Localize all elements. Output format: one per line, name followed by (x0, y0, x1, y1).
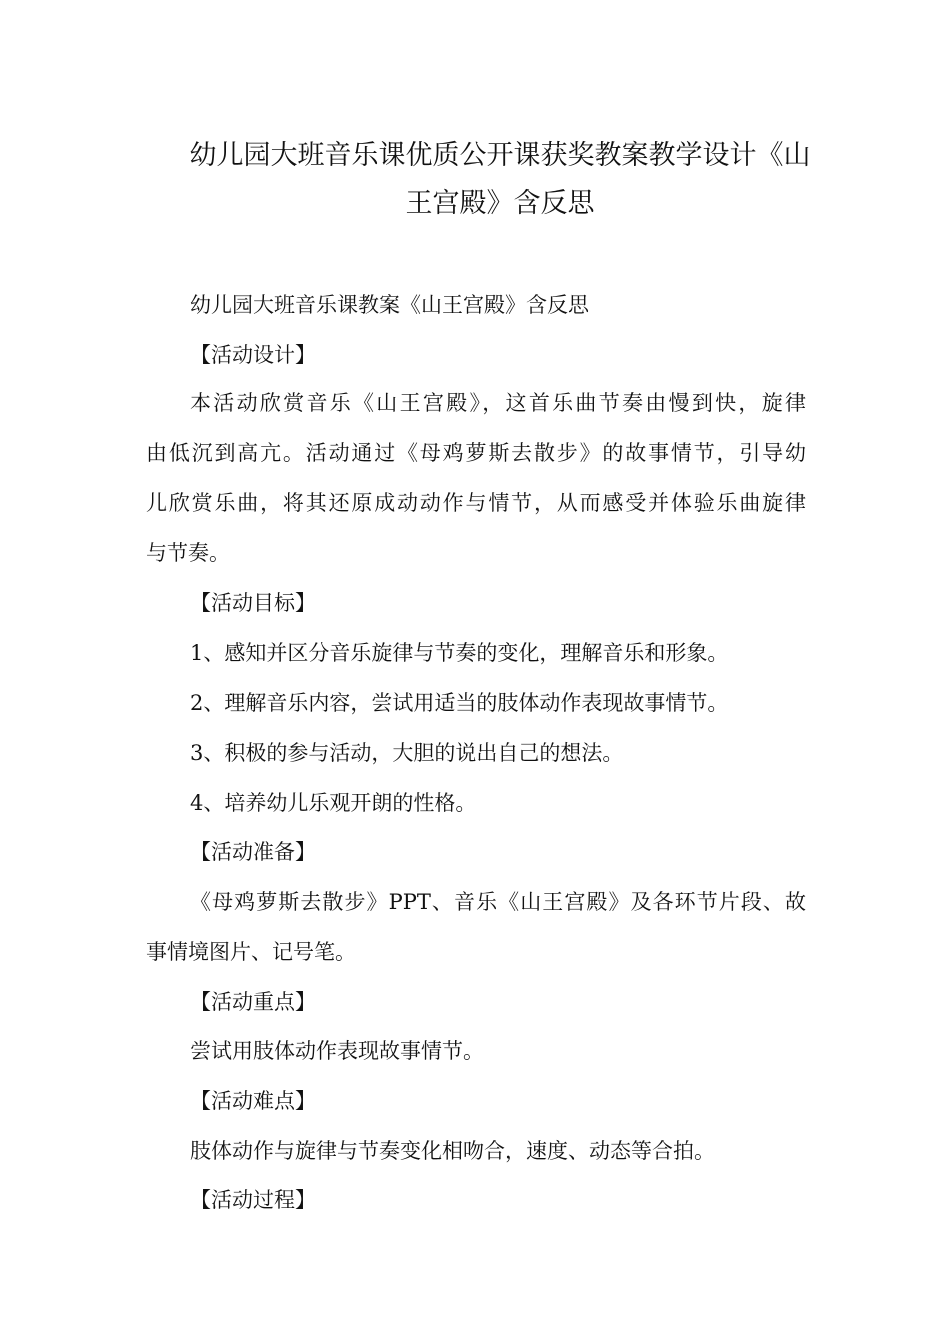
section-heading-prep: 【活动准备】 (190, 840, 316, 864)
goal-item: 3、积极的参与活动，大胆的说出自己的想法。 (190, 741, 624, 765)
goal-item: 2、理解音乐内容，尝试用适当的肢体动作表现故事情节。 (190, 691, 729, 715)
section-heading-key: 【活动重点】 (190, 990, 316, 1014)
goal-item: 1、感知并区分音乐旋律与节奏的变化，理解音乐和形象。 (190, 641, 729, 665)
design-paragraph-line: 本活动欣赏音乐《山王宫殿》，这首乐曲节奏由慢到快，旋律 (190, 391, 806, 415)
document-title-line-1: 幼儿园大班音乐课优质公开课获奖教案教学设计《山 (189, 140, 811, 171)
document-title-line-2: 王宫殿》含反思 (405, 188, 595, 219)
design-paragraph-line: 与节奏。 (146, 541, 230, 565)
difficulty-text: 肢体动作与旋律与节奏变化相吻合，速度、动态等合拍。 (190, 1139, 715, 1163)
prep-paragraph-line: 《母鸡萝斯去散步》PPT、音乐《山王宫殿》及各环节片段、故 (190, 890, 806, 914)
section-heading-goals: 【活动目标】 (190, 591, 316, 615)
key-point-text: 尝试用肢体动作表现故事情节。 (190, 1039, 484, 1063)
prep-paragraph-line: 事情境图片、记号笔。 (146, 940, 356, 964)
section-heading-design: 【活动设计】 (190, 343, 316, 367)
section-heading-process: 【活动过程】 (190, 1188, 316, 1212)
design-paragraph-line: 儿欣赏乐曲，将其还原成动动作与情节，从而感受并体验乐曲旋律 (146, 491, 806, 515)
goal-item: 4、培养幼儿乐观开朗的性格。 (190, 791, 477, 815)
document-subtitle: 幼儿园大班音乐课教案《山王宫殿》含反思 (190, 293, 589, 317)
design-paragraph-line: 由低沉到高亢。活动通过《母鸡萝斯去散步》的故事情节，引导幼 (146, 441, 806, 465)
section-heading-difficulty: 【活动难点】 (190, 1089, 316, 1113)
